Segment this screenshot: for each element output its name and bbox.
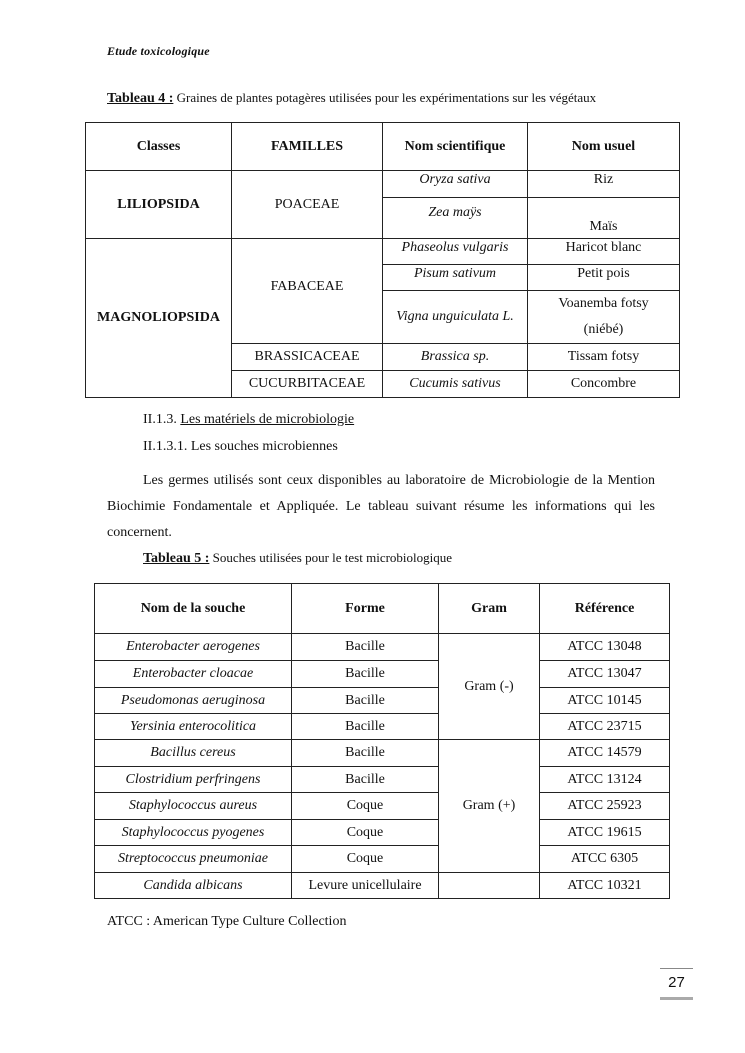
strain-name: Staphylococcus pyogenes bbox=[95, 820, 292, 846]
table5-title: Souches utilisées pour le test microbiologique bbox=[212, 550, 453, 565]
strain-name: Bacillus cereus bbox=[95, 740, 292, 767]
table-row bbox=[95, 846, 670, 873]
gram-positive: Gram (+) bbox=[439, 740, 540, 873]
usual-name: Haricot blanc bbox=[528, 239, 680, 265]
table5-header-gram: Gram bbox=[439, 584, 540, 634]
table4 bbox=[85, 122, 680, 398]
strain-form: Bacille bbox=[292, 767, 439, 793]
section-number: II.1.3. bbox=[143, 412, 177, 427]
strain-name: Enterobacter cloacae bbox=[95, 661, 292, 688]
table5-header-souche: Nom de la souche bbox=[95, 584, 292, 634]
strain-form: Bacille bbox=[292, 740, 439, 767]
scientific-name: Brassica sp. bbox=[383, 344, 528, 371]
table-row bbox=[95, 634, 670, 661]
table-row bbox=[95, 740, 670, 767]
strain-reference: ATCC 19615 bbox=[540, 820, 670, 846]
strain-reference: ATCC 23715 bbox=[540, 714, 670, 740]
family-fabaceae: FABACEAE bbox=[232, 239, 383, 344]
table5-header-row bbox=[95, 584, 670, 634]
scientific-name: Pisum sativum bbox=[383, 265, 528, 291]
usual-name: Tissam fotsy bbox=[528, 344, 680, 371]
page-number: 27 bbox=[660, 968, 693, 1000]
strain-name: Yersinia enterocolitica bbox=[95, 714, 292, 740]
table5-header-reference: Référence bbox=[540, 584, 670, 634]
table-row bbox=[95, 820, 670, 846]
strain-reference: ATCC 14579 bbox=[540, 740, 670, 767]
usual-name: Maïs bbox=[528, 198, 680, 239]
family-poaceae: POACEAE bbox=[232, 171, 383, 239]
usual-name bbox=[528, 291, 680, 344]
strain-form: Bacille bbox=[292, 714, 439, 740]
scientific-name: Cucumis sativus bbox=[383, 371, 528, 398]
strain-reference: ATCC 25923 bbox=[540, 793, 670, 820]
scientific-name: Zea maÿs bbox=[383, 198, 528, 239]
usual-name: Petit pois bbox=[528, 265, 680, 291]
table-row bbox=[86, 239, 680, 265]
scientific-name: Phaseolus vulgaris bbox=[383, 239, 528, 265]
usual-name: Riz bbox=[528, 171, 680, 198]
table4-header-familles: FAMILLES bbox=[232, 123, 383, 171]
strain-reference: ATCC 6305 bbox=[540, 846, 670, 873]
strain-name: Pseudomonas aeruginosa bbox=[95, 688, 292, 714]
strain-form: Coque bbox=[292, 793, 439, 820]
body-paragraph: Les germes utilisés sont ceux disponibles au laboratoire de Microbiologie de la Mention Biochimie Fondamentale et Appliquée. Le tableau suivant résume les informations qui les concernent. bbox=[107, 473, 655, 540]
strain-reference: ATCC 13048 bbox=[540, 634, 670, 661]
table-row bbox=[95, 793, 670, 820]
strain-form: Coque bbox=[292, 846, 439, 873]
footnote: ATCC : American Type Culture Collection bbox=[107, 914, 347, 929]
section-title: Les matériels de microbiologie bbox=[180, 412, 355, 427]
strain-name: Streptococcus pneumoniae bbox=[95, 846, 292, 873]
table-row bbox=[95, 714, 670, 740]
table-row bbox=[86, 171, 680, 198]
table-row bbox=[95, 767, 670, 793]
table5-label: Tableau 5 : bbox=[143, 551, 210, 566]
strain-reference: ATCC 10321 bbox=[540, 873, 670, 899]
scientific-name: Oryza sativa bbox=[383, 171, 528, 198]
strain-form: Bacille bbox=[292, 634, 439, 661]
table4-title: Graines de plantes potagères utilisées pour les expérimentations sur les végétaux bbox=[176, 90, 597, 105]
strain-name: Candida albicans bbox=[95, 873, 292, 899]
table4-header-nom-usuel: Nom usuel bbox=[528, 123, 680, 171]
usual-name-line2: (niébé) bbox=[583, 322, 624, 337]
table5 bbox=[94, 583, 670, 899]
scientific-name: Vigna unguiculata L. bbox=[383, 291, 528, 344]
table5-header-forme: Forme bbox=[292, 584, 439, 634]
table-row bbox=[95, 661, 670, 688]
class-magnoliopsida: MAGNOLIOPSIDA bbox=[86, 239, 232, 398]
gram-empty bbox=[439, 873, 540, 899]
table4-header-nom-scientifique: Nom scientifique bbox=[383, 123, 528, 171]
table4-header-classes: Classes bbox=[86, 123, 232, 171]
table5-caption bbox=[143, 550, 452, 567]
usual-name: Concombre bbox=[528, 371, 680, 398]
strain-name: Clostridium perfringens bbox=[95, 767, 292, 793]
strain-reference: ATCC 13124 bbox=[540, 767, 670, 793]
strain-name: Staphylococcus aureus bbox=[95, 793, 292, 820]
family-cucurbitaceae: CUCURBITACEAE bbox=[232, 371, 383, 398]
strain-form: Bacille bbox=[292, 661, 439, 688]
table4-header-row bbox=[86, 123, 680, 171]
strain-name: Enterobacter aerogenes bbox=[95, 634, 292, 661]
section-heading-1 bbox=[143, 412, 354, 428]
table-row bbox=[95, 873, 670, 899]
gram-negative: Gram (-) bbox=[439, 634, 540, 740]
strain-form: Levure unicellulaire bbox=[292, 873, 439, 899]
table-row bbox=[95, 688, 670, 714]
strain-reference: ATCC 10145 bbox=[540, 688, 670, 714]
table4-label: Tableau 4 : bbox=[107, 91, 174, 106]
running-header: Etude toxicologique bbox=[107, 44, 210, 58]
family-brassicaceae: BRASSICACEAE bbox=[232, 344, 383, 371]
section-heading-2: II.1.3.1. Les souches microbiennes bbox=[143, 439, 338, 454]
strain-reference: ATCC 13047 bbox=[540, 661, 670, 688]
table4-caption bbox=[107, 90, 596, 107]
strain-form: Coque bbox=[292, 820, 439, 846]
usual-name-line1: Voanemba fotsy bbox=[558, 296, 649, 311]
strain-form: Bacille bbox=[292, 688, 439, 714]
class-liliopsida: LILIOPSIDA bbox=[86, 171, 232, 239]
